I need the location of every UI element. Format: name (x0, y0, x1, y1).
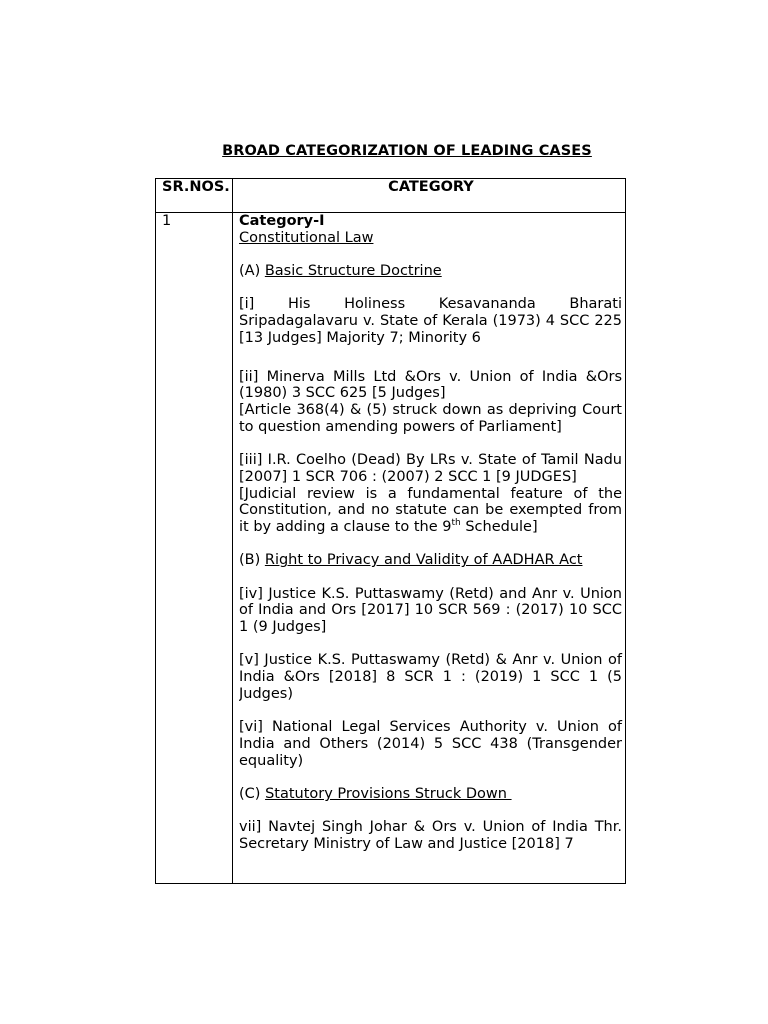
header-sr-nos: SR.NOS. (156, 179, 233, 213)
case-i: [i] His Holiness Kesavananda Bharati Sripadagalavaru v. State of Kerala (1973) 4 SCC 225 [13 Judges] Majority 7; Minority 6 (239, 296, 622, 346)
section-a-title: Basic Structure Doctrine (264, 263, 442, 280)
section-c-heading (239, 786, 622, 803)
row-category-cell (233, 213, 626, 884)
case-ii-note: [Article 368(4) & (5) struck down as depriving Court to question amending powers of Parliament] (239, 402, 622, 435)
section-b-prefix: (B) (239, 552, 265, 569)
section-b-title: Right to Privacy and Validity of AADHAR Act (264, 552, 583, 569)
subject-heading: Constitutional Law (239, 229, 374, 246)
case-v: [v] Justice K.S. Puttaswamy (Retd) & Anr v. Union of India &Ors [2018] 8 SCR 1 : (2019) 1 SCC 1 (5 Judges) (239, 652, 622, 702)
section-c-title: Statutory Provisions Struck Down (265, 786, 512, 803)
page-title: BROAD CATEGORIZATION OF LEADING CASES (222, 143, 592, 159)
row-sr-number: 1 (156, 213, 233, 884)
table-row (156, 213, 626, 884)
case-iii-note (239, 486, 622, 536)
cases-table (155, 178, 626, 884)
section-a-heading (239, 263, 622, 280)
case-iii-note-superscript: th (451, 518, 461, 529)
table-header-row (156, 179, 626, 213)
case-iii-note-text: [Judicial review is a fundamental feature of the Constitution, and no statute can be exempted from it by adding a clause to the 9 (239, 485, 622, 535)
case-iii: [iii] I.R. Coelho (Dead) By LRs v. State of Tamil Nadu [2007] 1 SCR 706 : (2007) 2 SCC 1 [9 JUDGES] (239, 452, 622, 485)
case-ii: [ii] Minerva Mills Ltd &Ors v. Union of India &Ors (1980) 3 SCC 625 [5 Judges] (239, 368, 622, 402)
section-c-prefix: (C) (239, 786, 266, 803)
case-vii: vii] Navtej Singh Johar & Ors v. Union of India Thr. Secretary Ministry of Law and Justice [2018] 7 (239, 819, 622, 853)
header-category: CATEGORY (233, 179, 626, 213)
category-label: Category-I (239, 213, 325, 229)
case-iv: [iv] Justice K.S. Puttaswamy (Retd) and Anr v. Union of India and Ors [2017] 10 SCR 569 : (2017) 10 SCC 1 (9 Judges] (239, 585, 622, 636)
case-iii-note-end: Schedule] (460, 518, 538, 535)
section-b-heading (239, 552, 622, 569)
category-content (239, 213, 623, 883)
case-vi: [vi] National Legal Services Authority v. Union of India and Others (2014) 5 SCC 438 (Transgender equality) (239, 719, 622, 769)
section-a-prefix: (A) (239, 263, 265, 280)
